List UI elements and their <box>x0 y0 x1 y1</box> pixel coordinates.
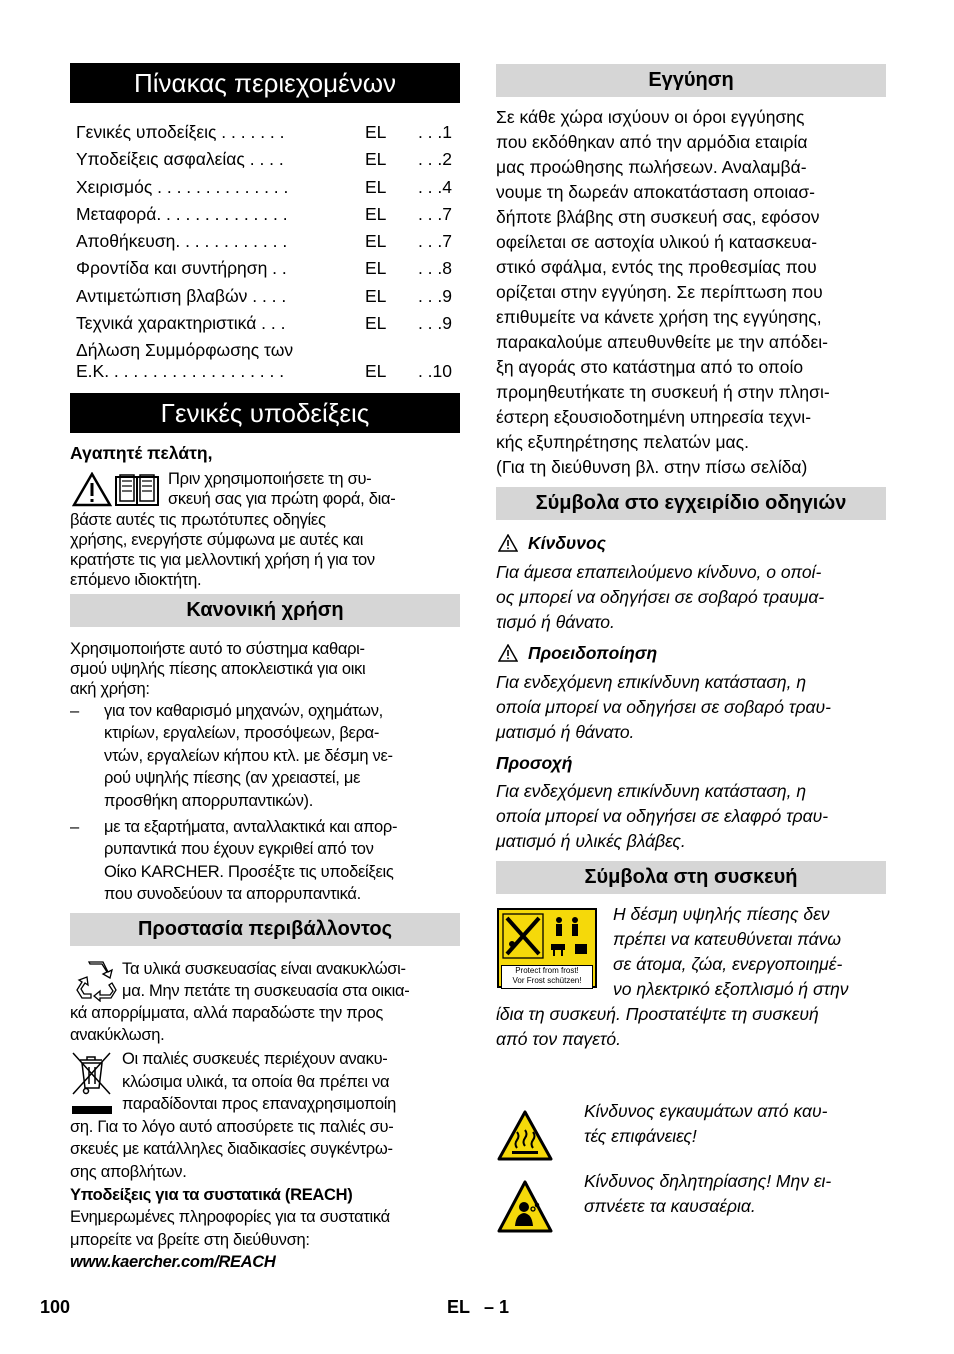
bullet-dash: – <box>70 818 79 836</box>
toc-row[interactable]: Αποθήκευση. . . . . . . . . . . . EL . . .7 <box>76 231 452 251</box>
footer-section-page: – 1 <box>484 1297 510 1317</box>
danger-title: Κίνδυνος <box>528 533 606 553</box>
normal-use-intro: Χρησιμοποιήστε αυτό το σύστημα καθαρι- <box>70 640 365 658</box>
warning-line: ματισμό ή θάνατο. <box>496 722 635 742</box>
warranty-line: προμηθευτήκατε τη συσκευή ή στην πλησι- <box>496 382 830 402</box>
warranty-line: που εκδόθηκαν από την αρμόδια εταιρία <box>496 132 808 152</box>
recycling-icon <box>74 958 118 1002</box>
intro-line: επόμενο ιδιοκτήτη. <box>70 571 202 589</box>
toc-row[interactable]: Φροντίδα και συντήρηση . . EL . . .8 <box>76 258 452 278</box>
toxic-gas-icon <box>497 1180 553 1234</box>
intro-line: σκευή σας για πρώτη φορά, δια- <box>168 490 396 508</box>
toc-row[interactable]: Τεχνικά χαρακτηριστικά . . . EL . . .9 <box>76 313 452 333</box>
burn-line: τές επιφάνειες! <box>584 1126 697 1146</box>
warranty-line: παρακαλούμε απευθυνθείτε με την απόδει- <box>496 332 829 352</box>
burn-line: Κίνδυνος εγκαυμάτων από καυ- <box>584 1101 828 1121</box>
toc-row[interactable]: Υποδείξεις ασφαλείας . . . . EL . . .2 <box>76 149 452 169</box>
warranty-line: στικό σφάλμα, εντός της προθεσμίας που <box>496 257 817 277</box>
toc-row[interactable]: Γενικές υποδείξεις . . . . . . . EL . . .1 <box>76 122 452 142</box>
old-devices-line: Οι παλιές συσκευές περιέχουν ανακυ- <box>122 1050 388 1068</box>
warranty-line: ξη αγοράς στο κατάστημα από το οποίο <box>496 357 804 377</box>
packaging-line: κά απορρίμματα, αλλά παραδώστε την προς <box>70 1004 383 1022</box>
normal-use-intro: ακή χρήση: <box>70 680 150 698</box>
caution-line: Για ενδεχόμενη επικίνδυνη κατάσταση, η <box>496 781 807 801</box>
warranty-heading: Εγγύηση <box>496 64 886 97</box>
warranty-line: ορίζεται στην εγγύηση. Σε περίπτωση που <box>496 282 823 302</box>
frost-label: Protect from frost! Vor Frost schützen! <box>501 965 593 989</box>
device-label-icon <box>497 908 597 988</box>
toc-row[interactable]: Μεταφορά. . . . . . . . . . . . . . EL . . .7 <box>76 204 452 224</box>
packaging-line: μα. Μην πετάτε τη συσκευασία στα οικια- <box>122 982 410 1000</box>
reach-text: μπορείτε να βρείτε στη διεύθυνση: <box>70 1231 310 1249</box>
intro-line: κρατήστε τις για μελλοντική χρήση ή για τον <box>70 551 375 569</box>
warranty-line: μας προώθησης πωλήσεων. Αναλαμβά- <box>496 157 807 177</box>
bullet-dash: – <box>70 702 79 720</box>
danger-line: τισμό ή θάνατο. <box>496 612 615 632</box>
toc-row[interactable]: Αντιμετώπιση βλαβών . . . . EL . . .9 <box>76 286 452 306</box>
caution-title: Προσοχή <box>496 753 573 773</box>
environment-heading: Προστασία περιβάλλοντος <box>70 913 460 946</box>
old-devices-line: ση. Για το λόγο αυτό αποσύρετε τις παλιές συ- <box>70 1118 394 1136</box>
intro-line: χρήσης, ενεργήστε σύμφωνα με αυτές και <box>70 531 364 549</box>
old-devices-line: σκευές με κατάλληλες διαδικασίες συγκέντρω- <box>70 1140 393 1158</box>
bullet-line: που συνοδεύουν τα απορρυπαντικά. <box>104 885 361 903</box>
crossed-bin-icon <box>70 1050 114 1116</box>
packaging-line: Τα υλικά συσκευασίας είναι ανακυκλώσι- <box>122 960 406 978</box>
caution-line: ματισμό ή υλικές βλάβες. <box>496 831 686 851</box>
page-number: 100 <box>40 1297 71 1317</box>
warning-line: Για ενδεχόμενη επικίνδυνη κατάσταση, η <box>496 672 807 692</box>
reach-text: Ενημερωμένες πληροφορίες για τα συστατικά <box>70 1208 390 1226</box>
danger-line: Για άμεσα επαπειλούμενο κίνδυνο, ο οποί- <box>496 562 822 582</box>
toc-heading: Πίνακας περιεχομένων <box>70 63 460 103</box>
normal-use-heading: Κανονική χρήση <box>70 594 460 627</box>
normal-use-intro: σμού υψηλής πίεσης αποκλειστικά για οικι <box>70 660 366 678</box>
poison-line: σπνέετε τα καυσαέρια. <box>584 1196 756 1216</box>
bullet-line: ρυπαντικά που έχουν εγκριθεί από τον <box>104 840 374 858</box>
danger-line: ος μπορεί να οδηγήσει σε σοβαρό τραυμα- <box>496 587 825 607</box>
bullet-line: ρού υψηλής πίεσης (αν χρειαστεί, με <box>104 769 361 787</box>
warning-triangle-icon <box>498 644 518 662</box>
warning-title: Προειδοποίηση <box>528 643 658 663</box>
footer-lang: EL <box>447 1297 471 1317</box>
toc-row[interactable]: Ε.Κ. . . . . . . . . . . . . . . . . . . EL . .10 <box>76 361 452 381</box>
old-devices-line: παραδίδονται προς επαναχρησιμοποίη <box>122 1095 396 1113</box>
bullet-line: για τον καθαρισμό μηχανών, οχημάτων, <box>104 702 383 720</box>
old-devices-line: σης αποβλήτων. <box>70 1163 187 1181</box>
warranty-line: Σε κάθε χώρα ισχύουν οι όροι εγγύησης <box>496 107 805 127</box>
reach-link[interactable]: www.kaercher.com/REACH <box>70 1253 276 1271</box>
warranty-line: έστερη εξουσιοδοτημένη υπηρεσία τεχνι- <box>496 407 812 427</box>
poison-line: Κίνδυνος δηλητηρίασης! Μην ει- <box>584 1171 832 1191</box>
toc-row[interactable]: Δήλωση Συμμόρφωσης των <box>76 340 294 360</box>
caution-line: οποία μπορεί να οδηγήσει σε ελαφρό τραυ- <box>496 806 829 826</box>
manual-symbols-heading: Σύμβολα στο εγχειρίδιο οδηγιών <box>496 487 886 520</box>
old-devices-line: κλώσιμα υλικά, τα οποία θα πρέπει να <box>122 1073 390 1091</box>
jet-line: ίδια τη συσκευή. Προστατέψτε τη συσκευή <box>496 1004 819 1024</box>
warranty-line: επιθυμείτε να κάνετε χρήση της εγγύησης, <box>496 307 822 327</box>
warranty-line: οφείλεται σε αστοχία υλικού ή κατασκευα- <box>496 232 818 252</box>
jet-line: πρέπει να κατευθύνεται πάνω <box>613 929 841 949</box>
warning-triangle-icon <box>498 534 518 552</box>
device-symbols-heading: Σύμβολα στη συσκευή <box>496 861 886 894</box>
packaging-line: ανακύκλωση. <box>70 1026 165 1044</box>
bullet-line: προσθήκη απορρυπαντικών). <box>104 792 314 810</box>
bullet-line: Οίκο KARCHER. Προσέξτε τις υποδείξεις <box>104 863 394 881</box>
jet-line: Η δέσμη υψηλής πίεσης δεν <box>613 904 830 924</box>
reach-title: Υποδείξεις για τα συστατικά (REACH) <box>70 1186 353 1204</box>
read-manual-icon <box>72 472 162 508</box>
warranty-line: (Για τη διεύθυνση βλ. στην πίσω σελίδα) <box>496 457 808 477</box>
intro-line: Πριν χρησιμοποιήσετε τη συ- <box>168 470 372 488</box>
hot-surface-icon <box>497 1110 553 1162</box>
jet-line: νο ηλεκτρικό εξοπλισμό ή στην <box>613 979 849 999</box>
jet-line: σε άτομα, ζώα, ενεργοποιημέ- <box>613 954 843 974</box>
warranty-line: δήποτε βλάβης στη συσκευή σας, εφόσον <box>496 207 820 227</box>
bullet-line: με τα εξαρτήματα, ανταλλακτικά και απορ- <box>104 818 398 836</box>
general-heading: Γενικές υποδείξεις <box>70 393 460 433</box>
bullet-line: ντών, εργαλείων κήπου κτλ. με δέσμη νε- <box>104 747 393 765</box>
warning-line: οποία μπορεί να οδηγήσει σε σοβαρό τραυ- <box>496 697 831 717</box>
bullet-line: κτιρίων, εργαλείων, προσόψεων, βερα- <box>104 724 380 742</box>
warranty-line: νουμε τη δωρεάν αποκατάσταση οποιασ- <box>496 182 815 202</box>
greeting: Αγαπητέ πελάτη, <box>70 443 213 463</box>
warranty-line: κής εξυπηρέτησης πελατών μας. <box>496 432 749 452</box>
intro-line: βάστε αυτές τις πρωτότυπες οδηγίες <box>70 511 326 529</box>
jet-line: από τον παγετό. <box>496 1029 621 1049</box>
toc-row[interactable]: Χειρισμός . . . . . . . . . . . . . . EL . . .4 <box>76 177 452 197</box>
